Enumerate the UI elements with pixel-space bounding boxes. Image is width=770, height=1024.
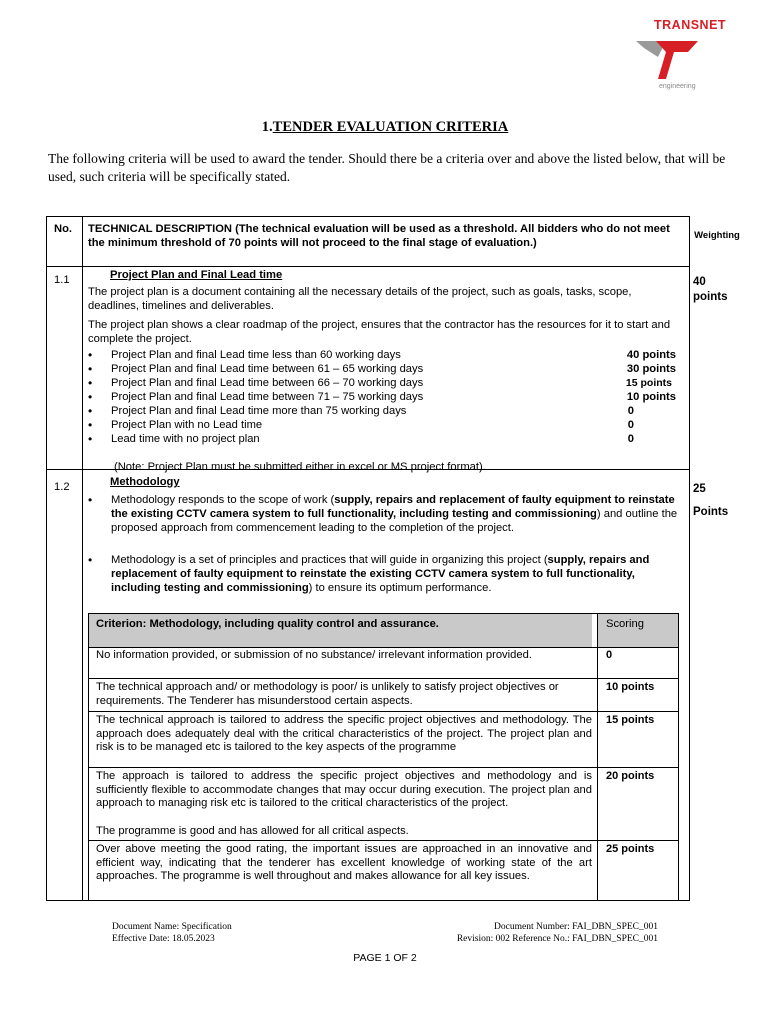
- weight-unit-1-2: Points: [693, 506, 729, 518]
- criterion-col-divider: [597, 613, 598, 901]
- row-title-methodology: Methodology: [110, 476, 180, 488]
- weight-value-1-2: 25: [693, 483, 706, 495]
- page-number: PAGE 1 OF 2: [353, 952, 417, 964]
- section-number: 1.: [261, 119, 273, 135]
- footer-doc-number: Document Number: FAI_DBN_SPEC_001: [494, 922, 658, 932]
- scoring-header: Scoring: [606, 618, 644, 630]
- header-weighting: Weighting: [694, 230, 740, 241]
- criterion-divider: [88, 678, 679, 679]
- criterion-border-top: [88, 613, 679, 614]
- table-col-divider-2: [689, 216, 690, 901]
- criterion-row-text: The technical approach is tailored to address the specific project objectives and methodology. The approach does adequately deal with the critical characteristics of the project. The project plan and risk is to be managed etc is tailored to the key aspects of the programme: [96, 714, 592, 754]
- criterion-row-text: The approach is tailored to address the specific project objectives and methodology and is sufficiently flexible to accommodate changes that may occur during execution. The project plan and approach to managing risk etc is tailored to the critical characteristics of the project.: [96, 770, 592, 810]
- criterion-divider: [88, 711, 679, 712]
- logo-wordmark: TRANSNET: [654, 18, 727, 32]
- criterion-row-score: 20 points: [606, 770, 655, 782]
- table-border-bottom: [46, 900, 690, 901]
- logo-subtitle: engineering: [659, 83, 696, 90]
- criterion-row-score: 25 points: [606, 843, 655, 855]
- project-plan-paragraph-1: The project plan is a document containing all the necessary details of the project, such as goals, tasks, scope, deadlines, timelines and deliverables.: [88, 286, 632, 312]
- table-col-divider-1: [82, 216, 83, 901]
- criterion-row-score: 0: [606, 649, 613, 661]
- table-border-top: [46, 216, 690, 217]
- criterion-header: Criterion: Methodology, including quality control and assurance.: [96, 618, 439, 630]
- criterion-border-right: [678, 613, 679, 901]
- criterion-divider: [88, 840, 679, 841]
- header-no: No.: [54, 223, 73, 235]
- footer-doc-name: Document Name: Specification: [112, 922, 232, 932]
- header-description: TECHNICAL DESCRIPTION (The technical evaluation will be used as a threshold. All bidders who do not meet the minimum threshold of 70 points will not proceed to the final stage of evaluation.): [88, 223, 670, 249]
- criterion-row-score: 10 points: [606, 681, 655, 693]
- criterion-row-text: The technical approach and/ or methodology is poor/ is unlikely to satisfy project objectives or requirements. The Tenderer has misunderstood certain aspects.: [96, 681, 559, 707]
- footer-revision: Revision: 002 Reference No.: FAI_DBN_SPEC_001: [456, 934, 658, 944]
- footer-effective-date: Effective Date: 18.05.2023: [112, 934, 215, 944]
- footer-right: [434, 921, 658, 945]
- criterion-row-score: 15 points: [606, 714, 655, 726]
- project-plan-note: (Note: Project Plan must be submitted either in excel or MS project format).: [114, 461, 486, 473]
- criterion-border-left: [88, 613, 89, 901]
- project-plan-paragraph-2: The project plan shows a clear roadmap of the project, ensures that the contractor has the resources for it to start and complete the project.: [88, 319, 671, 345]
- section-title: [0, 119, 770, 136]
- criterion-row-text: No information provided, or submission of no substance/ irrelevant information provided.: [96, 649, 532, 661]
- criterion-row-text: Over above meeting the good rating, the important issues are approached in an innovative and efficient way, indicating that the tenderer has excellent knowledge of working state of the art approaches. The programme is well throughout and makes allowance for all key issues.: [96, 843, 592, 883]
- transnet-logo-icon: [636, 34, 702, 80]
- row-title-project-plan: Project Plan and Final Lead time: [110, 269, 283, 281]
- section-title-text: TENDER EVALUATION CRITERIA: [272, 119, 509, 135]
- weight-value-1-1: 40: [693, 276, 706, 288]
- weight-unit-1-1: points: [693, 291, 728, 303]
- criterion-divider: [88, 647, 679, 648]
- row-number-1-1: 1.1: [54, 274, 70, 286]
- intro-paragraph: The following criteria will be used to award the tender. Should there be a criteria over and above the listed below, that will be used, such criteria will be specifically stated.: [48, 151, 726, 184]
- footer-left: [112, 921, 232, 945]
- row-number-1-2: 1.2: [54, 481, 70, 493]
- table-border-left: [46, 216, 47, 901]
- criterion-divider: [88, 767, 679, 768]
- table-header-divider: [46, 266, 690, 267]
- criterion-row-extra: The programme is good and has allowed for all critical aspects.: [96, 825, 409, 837]
